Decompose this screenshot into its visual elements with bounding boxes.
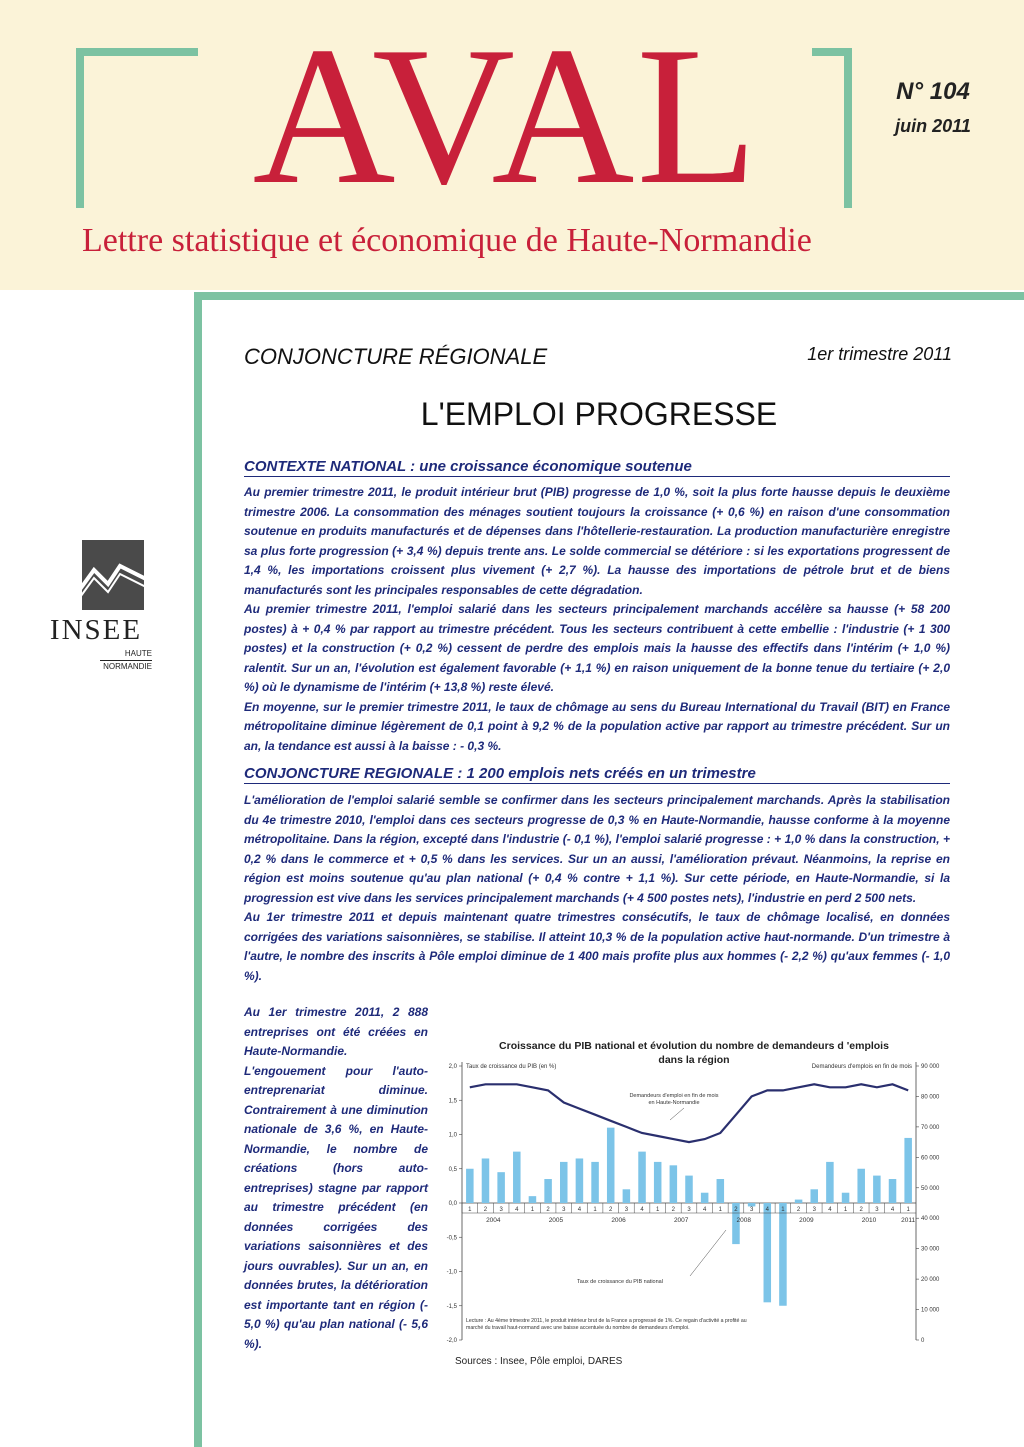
gdp-growth-bar (904, 1138, 912, 1203)
quarter-tick-label: 3 (875, 1207, 879, 1213)
gdp-growth-bar (654, 1162, 662, 1203)
gdp-growth-bar (623, 1189, 631, 1203)
gdp-growth-bar (607, 1128, 615, 1203)
insee-logo (40, 540, 152, 675)
gdp-jobseekers-chart (434, 1036, 954, 1348)
lecture-note-line1: Lecture : Au 4ème trimestre 2011, le produit intérieur brut de la France a progressé de 1%. Ce regain d'activité a profité au (466, 1318, 747, 1324)
quarter-tick-label: 1 (906, 1207, 910, 1213)
gdp-growth-bar (591, 1162, 599, 1203)
quarter-tick-label: 2 (483, 1207, 488, 1213)
year-tick-label: 2006 (611, 1217, 626, 1224)
quarter-tick-label: 4 (515, 1207, 519, 1213)
year-tick-label: 2009 (799, 1217, 814, 1224)
gdp-growth-bar (544, 1179, 552, 1203)
frame-left-rule (194, 292, 202, 1447)
paragraph: Au premier trimestre 2011, l'emploi salarié dans les secteurs principalement marchands accélère sa hausse (+ 58 200 postes) à + 0,4 % par rapport au trimestre précédent. Tous les secteurs contribuent à cette embellie : l'industrie (+ 1 300 postes) et la construction (+ 0,2 %) cessent de perdre des emplois mais la hausse des effectifs dans l'intérim (+ 1,0 %) ralentit. Sur un an, l'évolution est également favorable (+ 1,1 %) en raison uniquement de la bonne tenue du tertiaire (+ 2,0 %) où le dynamisme de l'intérim (+ 13,8 %) reste élevé. (244, 602, 950, 694)
bracket-left-vertical (76, 48, 84, 208)
y2-tick-label: 10 000 (921, 1307, 940, 1314)
masthead-title: AVAL (252, 6, 760, 225)
gdp-growth-bar (873, 1176, 881, 1203)
gdp-growth-bar (717, 1179, 725, 1203)
section-national-title-label: CONTEXTE NATIONAL : (244, 458, 420, 475)
gdp-growth-bar (764, 1203, 772, 1302)
y2-tick-label: 60 000 (921, 1155, 940, 1162)
paragraph: Au premier trimestre 2011, le produit intérieur brut (PIB) progresse de 1,0 %, soit la plus forte hausse depuis le deuxième trimestre 2006. La consommation des ménages soutient toujours la croissance (+ 0,6 %) en raison d'une consommation soutenue en produits manufacturés et de dépenses dans l'hôtellerie-restauration. La production manufacturière enregistre sa plus forte progression (+ 3,4 %) depuis trente ans. Le solde commercial se détériore : si les exportations progressent de 1,4 %, les importations croissent plus vivement (+ 2,7 %). La hausse des importations de pétrole brut et de biens manufacturés sont les principales responsables de cette dégradation. (244, 485, 950, 597)
section-national-body (244, 483, 950, 756)
gdp-growth-bar (857, 1169, 865, 1203)
quarter-tick-label: 1 (718, 1207, 722, 1213)
gdp-growth-bar (560, 1162, 568, 1203)
issue-date: juin 2011 (895, 116, 971, 136)
y2-tick-label: 90 000 (921, 1064, 940, 1070)
y2-axis-label: Demandeurs d'emplois en fin de mois (811, 1064, 912, 1070)
gdp-growth-bar (529, 1196, 537, 1203)
line-label-leader (670, 1108, 684, 1120)
line-series-label-1: Demandeurs d'emploi en fin de mois (629, 1093, 719, 1099)
chart-svg (434, 1036, 954, 1348)
gdp-growth-bar (670, 1165, 678, 1203)
y2-tick-label: 70 000 (921, 1124, 940, 1131)
bracket-right-vertical (844, 48, 852, 208)
y2-tick-label: 20 000 (921, 1277, 940, 1284)
gdp-growth-bar (576, 1158, 584, 1203)
insee-region-line2: NORMANDIE (100, 660, 152, 671)
gdp-growth-bar (748, 1203, 756, 1206)
quarter-tick-label: 1 (843, 1207, 848, 1213)
side-column-text: Au 1er trimestre 2011, 2 888 entreprises ont été créées en Haute-Normandie. L'engouement pour l'auto-entreprenariat diminue. Contrairement à une diminution nationale de 3,6 %, en Haute-Normandie, le nombre de créations (hors auto-entreprises) stagne par rapport au trimestre précédent (en données corrigées des variations saisonnières et des jours ouvrables). Sur un an, en données brutes, la détérioration est importante tant en région (- 5,0 %) qu'au plan national (- 5,6 %). (244, 1005, 428, 1351)
gdp-growth-bar (701, 1193, 709, 1203)
quarter-tick-label: 4 (702, 1207, 707, 1213)
y-tick-label: 0,5 (448, 1166, 457, 1173)
gdp-growth-bar (638, 1152, 646, 1203)
year-tick-label: 2010 (861, 1217, 877, 1224)
quarter-tick-label: 2 (796, 1207, 801, 1213)
section-regional-title-subject: 1 200 emplois nets créés en un trimestre (466, 765, 756, 782)
quarter-tick-label: 3 (687, 1207, 691, 1213)
quarter-tick-label: 3 (499, 1207, 503, 1213)
gdp-growth-bar (497, 1172, 505, 1203)
gdp-growth-bar (842, 1193, 850, 1203)
bar-label-leader (690, 1230, 726, 1276)
article-rubric: CONJONCTURE RÉGIONALE (244, 344, 548, 369)
gdp-growth-bar (889, 1179, 897, 1203)
quarter-tick-label: 2 (671, 1207, 676, 1213)
y-tick-label: -1,0 (446, 1269, 457, 1276)
quarter-tick-label: 4 (640, 1207, 644, 1213)
y-tick-label: -1,5 (446, 1303, 457, 1310)
gdp-growth-bar (810, 1189, 818, 1203)
section-national-title-subject: une croissance économique soutenue (419, 458, 692, 475)
insee-mountain-icon (82, 540, 144, 610)
bracket-left-horizontal (76, 48, 198, 56)
y-tick-label: -2,0 (446, 1338, 457, 1344)
insee-logo-mark (82, 540, 144, 610)
quarter-tick-label: 3 (624, 1207, 629, 1213)
frame-top-rule (194, 292, 1024, 300)
article-headline: L'EMPLOI PROGRESSE (420, 396, 778, 432)
y-tick-label: -0,5 (446, 1235, 457, 1242)
chart-title-line1: Croissance du PIB national et évolution du nombre de demandeurs d 'emplois (499, 1040, 889, 1052)
quarter-tick-label: 2 (546, 1207, 550, 1213)
gdp-growth-bar (513, 1152, 521, 1203)
section-regional-title (244, 765, 950, 784)
y2-tick-label: 30 000 (921, 1246, 940, 1253)
chart-title-line2: dans la région (658, 1054, 730, 1066)
y-tick-label: 1,5 (448, 1098, 457, 1105)
y2-tick-label: 80 000 (921, 1094, 940, 1101)
bar-series-label: Taux de croissance du PIB national (577, 1279, 663, 1285)
section-regional-title-label: CONJONCTURE REGIONALE : (244, 765, 467, 782)
quarter-tick-label: 4 (577, 1207, 582, 1213)
gdp-growth-bar (482, 1158, 490, 1203)
quarter-tick-label: 2 (609, 1207, 613, 1213)
y2-tick-label: 0 (921, 1338, 925, 1344)
lecture-note-line2: marché du travail haut-normand avec une baisse accentuée du nombre de demandeurs d'emploi. (466, 1325, 690, 1331)
quarter-tick-label: 1 (530, 1207, 535, 1213)
y-tick-label: 0,0 (448, 1201, 457, 1207)
gdp-growth-bar (685, 1176, 693, 1203)
bracket-right-horizontal (812, 48, 852, 56)
quarter-tick-label: 1 (593, 1207, 597, 1213)
quarter-tick-label: 3 (562, 1207, 566, 1213)
gdp-growth-bar (795, 1200, 803, 1203)
paragraph: En moyenne, sur le premier trimestre 2011, le taux de chômage au sens du Bureau International du Travail (BIT) en France métropolitaine diminue légèrement de 0,1 point à 9,2 % de la population active par rapport au trimestre précédent. Sur un an, la tendance est aussi à la baisse : - 0,3 %. (244, 699, 950, 753)
chart-sources: Sources : Insee, Pôle emploi, DARES (455, 1356, 623, 1367)
quarter-tick-label: 4 (765, 1207, 769, 1213)
quarter-tick-label: 2 (734, 1207, 738, 1213)
issue-number: N° 104 (896, 78, 970, 105)
section-regional-body (244, 791, 950, 986)
article-period: 1er trimestre 2011 (807, 344, 952, 364)
insee-region-line1: HAUTE (124, 649, 152, 658)
gdp-growth-bar (826, 1162, 834, 1203)
quarter-tick-label: 1 (468, 1207, 472, 1213)
year-tick-label: 2005 (548, 1217, 564, 1224)
quarter-tick-label: 4 (890, 1207, 895, 1213)
gdp-growth-bar (779, 1203, 787, 1306)
gdp-growth-bar (466, 1169, 474, 1203)
section-national-title (244, 458, 950, 477)
masthead-subtitle: Lettre statistique et économique de Haute-Normandie (82, 222, 812, 259)
quarter-tick-label: 3 (812, 1207, 816, 1213)
year-tick-label: 2004 (486, 1217, 501, 1224)
y2-tick-label: 40 000 (921, 1216, 940, 1223)
quarter-tick-label: 1 (781, 1207, 785, 1213)
quarter-tick-label: 2 (859, 1207, 863, 1213)
quarter-tick-label: 1 (656, 1207, 660, 1213)
line-series-label-2: en Haute-Normandie (648, 1100, 700, 1106)
paragraph: Au 1er trimestre 2011 et depuis maintenant quatre trimestres consécutifs, le taux de chômage localisé, en données corrigées des variations saisonnières, se stabilise. Il atteint 10,3 % de la population active haut-normande. D'un trimestre à l'autre, le nombre des inscrits à Pôle emploi diminue de 1 400 mais profite plus aux hommes (- 2,2 %) qu'aux femmes (- 1,0 %). (244, 910, 950, 983)
insee-wordmark: INSEE (49, 614, 143, 646)
year-tick-label: 2008 (736, 1217, 752, 1224)
quarter-tick-label: 4 (828, 1207, 832, 1213)
y-tick-label: 1,0 (448, 1132, 457, 1139)
quarter-tick-label: 3 (749, 1207, 754, 1213)
paragraph: L'amélioration de l'emploi salarié semble se confirmer dans les secteurs principalement marchands. Après la stabilisation du 4e trimestre 2010, l'emploi dans ces secteurs progresse de 0,3 % en Haute-Normandie, hausse conforme à la moyenne métropolitaine. Dans la région, excepté dans l'industrie (- 0,1 %), l'emploi salarié progresse : + 1,0 % dans la construction, + 0,2 % dans le commerce et + 0,5 % dans les services. Sur un an aussi, l'amélioration prévaut. Néanmoins, la reprise en région est moins soutenue qu'au plan national (+ 0,4 % contre + 1,1 %). Sur cette période, en Haute-Normandie, si la progression est vive dans les services principalement marchands (+ 4 500 postes nets), l'industrie en perd 2 500 nets. (244, 793, 950, 905)
y-tick-label: 2,0 (448, 1064, 457, 1070)
year-tick-label: 2007 (673, 1217, 689, 1224)
y2-tick-label: 50 000 (921, 1185, 940, 1192)
year-tick-label: 2011 (901, 1217, 916, 1224)
y-axis-label: Taux de croissance du PIB (en %) (466, 1064, 557, 1070)
